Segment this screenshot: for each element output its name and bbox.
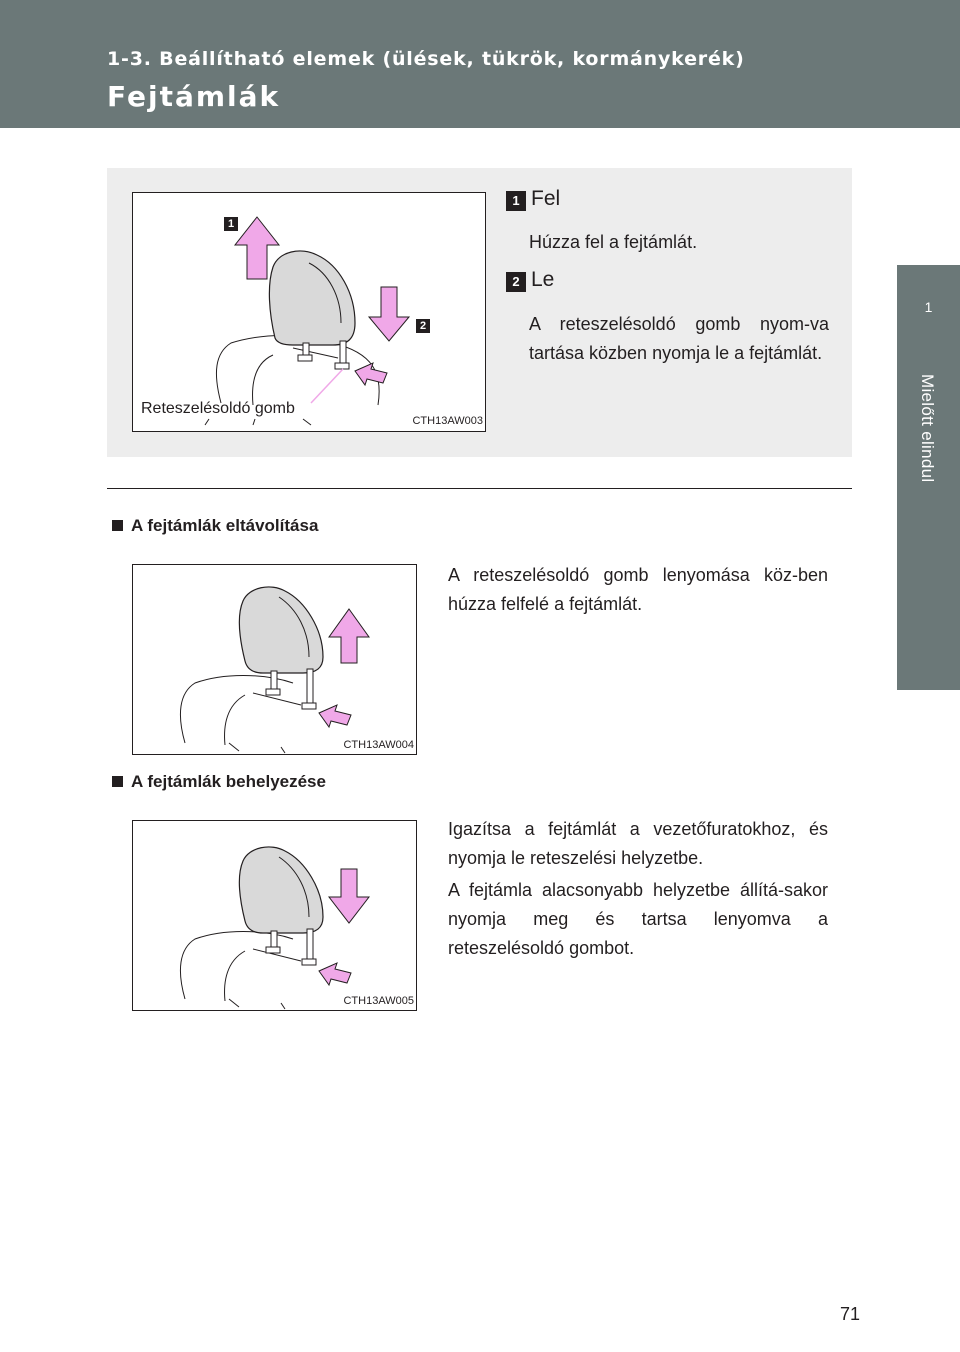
removal-heading-text: A fejtámlák eltávolítása (131, 516, 319, 535)
figure-badge-2: 2 (416, 319, 430, 333)
chapter-label: Mielőtt elindul (918, 374, 937, 483)
installation-heading-text: A fejtámlák behelyezése (131, 772, 326, 791)
chapter-tab (897, 265, 960, 360)
removal-figure (132, 564, 417, 755)
bullet-square (112, 520, 123, 531)
release-button-callout: Reteszelésoldó gomb (141, 400, 295, 417)
installation-illustration (133, 821, 416, 1010)
item-desc-up: Húzza fel a fejtámlát. (529, 232, 698, 252)
bullet-square (112, 776, 123, 787)
headrest-adjust-figure (132, 192, 486, 432)
chapter-number: 1 (924, 299, 933, 315)
removal-figure-code: CTH13AW004 (343, 739, 414, 751)
page-header (0, 0, 960, 128)
item-desc-down: A reteszelésoldó gomb nyom-va tartása közben nyomja le a fejtámlát. (529, 314, 829, 363)
page-title: Fejtámlák (107, 80, 281, 113)
removal-text: A reteszelésoldó gomb lenyomása köz-ben húzza felfelé a fejtámlát. (448, 565, 828, 614)
headrest-adjust-illustration (133, 193, 485, 431)
installation-text-1: Igazítsa a fejtámlát a vezetőfuratokhoz, és nyomja le reteszelési helyzetbe. (448, 819, 828, 868)
installation-heading (112, 772, 326, 792)
installation-text-2: A fejtámla alacsonyabb helyzetbe állítá-sakor nyomja meg és tartsa lenyomva a reteszelésoldó gombot. (448, 880, 828, 958)
item-badge-1: 1 (506, 191, 526, 211)
removal-heading (112, 516, 318, 536)
section-title: 1-3. Beállítható elemek (ülések, tükrök, kormánykerék) (107, 48, 745, 70)
chapter-label-tab (897, 360, 960, 690)
item-title-down: Le (531, 268, 555, 291)
figure-code: CTH13AW003 (412, 415, 483, 427)
installation-figure (132, 820, 417, 1011)
figure-badge-1: 1 (224, 217, 238, 231)
divider-rule (107, 488, 852, 489)
adjust-info-box (107, 168, 852, 457)
installation-figure-code: CTH13AW005 (343, 995, 414, 1007)
removal-illustration (133, 565, 416, 754)
item-title-up: Fel (531, 187, 561, 210)
item-badge-2: 2 (506, 272, 526, 292)
page-number: 71 (840, 1304, 861, 1324)
